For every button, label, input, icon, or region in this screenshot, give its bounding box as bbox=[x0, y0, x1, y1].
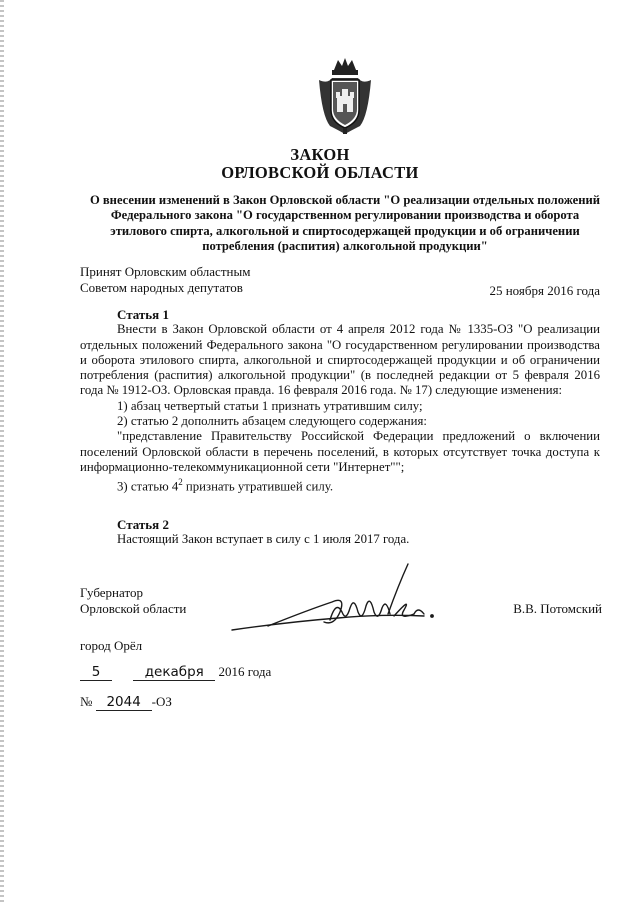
law-number-suffix: -ОЗ bbox=[151, 694, 172, 709]
law-number bbox=[80, 694, 172, 711]
signing-month: декабря bbox=[133, 664, 215, 681]
article-1-item-2: 2) статью 2 дополнить абзацем следующего содержания: bbox=[117, 414, 427, 429]
item-3-superscript: 2 bbox=[178, 477, 183, 488]
governor-title-line2: Орловской области bbox=[80, 601, 187, 616]
adoption-line2: Советом народных депутатов bbox=[80, 279, 243, 295]
governor-signature bbox=[228, 556, 444, 648]
place-of-signing: город Орёл bbox=[80, 638, 143, 653]
law-title bbox=[0, 146, 640, 182]
article-1-item-3 bbox=[80, 475, 600, 495]
governor-title bbox=[80, 585, 186, 617]
article-1 bbox=[80, 307, 600, 495]
article-2-heading: Статья 2 bbox=[117, 517, 169, 532]
law-number-prefix: № bbox=[80, 694, 93, 709]
adoption-info bbox=[80, 264, 250, 295]
adoption-line1: Принят Орловским областным bbox=[80, 264, 251, 279]
law-number-value: 2044 bbox=[96, 694, 152, 711]
item-3-suffix: признать утратившей силу. bbox=[182, 479, 334, 494]
law-title-line2: ОРЛОВСКОЙ ОБЛАСТИ bbox=[221, 163, 419, 182]
signing-year: 2016 года bbox=[218, 664, 272, 679]
article-2 bbox=[80, 517, 600, 548]
article-1-quote: "представление Правительству Российской Федерации предложений о включении поселений Орловской области в перечень поселений, в которых отсутствует точка доступа к информационно-телекоммуникационной сети "Интернет""; bbox=[80, 429, 600, 474]
article-2-text: Настоящий Закон вступает в силу с 1 июля 2017 года. bbox=[117, 532, 410, 547]
article-1-intro: Внести в Закон Орловской области от 4 апреля 2012 года № 1335-ОЗ "О реализации отдельных положений Федерального закона "О государственном регулировании производства и оборота этилового спирта, алкогольной и спиртосодержащей продукции и об ограничении потребления (распития) алкогольной продукции" (в последней редакции от 5 февраля 2016 года № 1912-ОЗ. Орловская правда. 16 февраля 2016 года. № 17) следующие изменения: bbox=[80, 322, 600, 398]
law-subject: О внесении изменений в Закон Орловской области "О реализации отдельных положений Федерального закона "О государственном регулировании производства и оборота этилового спирта, алкогольной и спиртосодержащей продукции и об ограничении потребления (распития) алкогольной продукции" bbox=[89, 193, 601, 253]
coat-of-arms-emblem bbox=[316, 56, 374, 136]
signing-day: 5 bbox=[80, 664, 112, 681]
article-1-heading: Статья 1 bbox=[117, 307, 169, 322]
signing-date bbox=[80, 664, 271, 681]
article-1-item-1: 1) абзац четвертый статьи 1 признать утратившим силу; bbox=[117, 398, 423, 413]
governor-name: В.В. Потомский bbox=[513, 601, 602, 616]
law-title-line1: ЗАКОН bbox=[290, 145, 350, 164]
governor-title-line1: Губернатор bbox=[80, 585, 143, 600]
scan-edge bbox=[0, 0, 4, 905]
adoption-date: 25 ноября 2016 года bbox=[489, 283, 600, 298]
item-3-prefix: 3) статью 4 bbox=[117, 479, 179, 494]
